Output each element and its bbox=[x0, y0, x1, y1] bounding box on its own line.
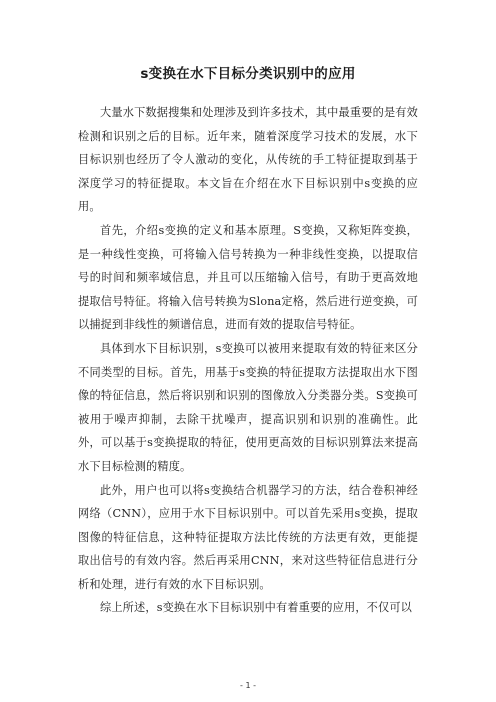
paragraph-3: 具体到水下目标识别，s变换可以被用来提取有效的特征来区分不同类型的目标。首先，用基于s变换的特征提取方法提取出水下图像的特征信息，然后将识别和识别的图像放入分类器分类。S变换可被用于噪声抑制，去除干扰噪声，提高识别和识别的准确性。此外，可以基于s变换提取的特征，使用更高效的目标识别算法来提高水下目标检测的精度。 bbox=[78, 341, 418, 473]
paragraph-4: 此外，用户也可以将s变换结合机器学习的方法，结合卷积神经网络（CNN），应用于水下目标识别中。可以首先采用s变换，提取图像的特征信息，这种特征提取方法比传统的方法更有效，更能提取出信号的有效内容。然后再采用CNN，来对这些特征信息进行分析和处理，进行有效的水下目标识别。 bbox=[78, 483, 418, 591]
paragraph-5: 综上所述，s变换在水下目标识别中有着重要的应用，不仅可以 bbox=[100, 601, 413, 615]
paragraph-1: 大量水下数据搜集和处理涉及到许多技术，其中最重要的是有效检测和识别之后的目标。近年来，随着深度学习技术的发展，水下目标识别也经历了令人激动的变化，从传统的手工特征提取到基于深度学习的特征提取。本文旨在介绍在水下目标识别中s变换的应用。 bbox=[78, 106, 418, 214]
document-body bbox=[78, 101, 418, 620]
page-number: - 1 - bbox=[240, 681, 256, 690]
paragraph-2: 首先，介绍s变换的定义和基本原理。S变换，又称矩阵变换，是一种线性变换，可将输入信号转换为一种非线性变换，以提取信号的时间和频率域信息，并且可以压缩输入信号，有助于更高效地提取信号特征。将输入信号转换为Slona定格，然后进行逆变换，可以捕捉到非线性的频谱信息，进而有效的提取信号特征。 bbox=[78, 223, 418, 332]
document-title: s变换在水下目标分类识别中的应用 bbox=[140, 66, 356, 82]
